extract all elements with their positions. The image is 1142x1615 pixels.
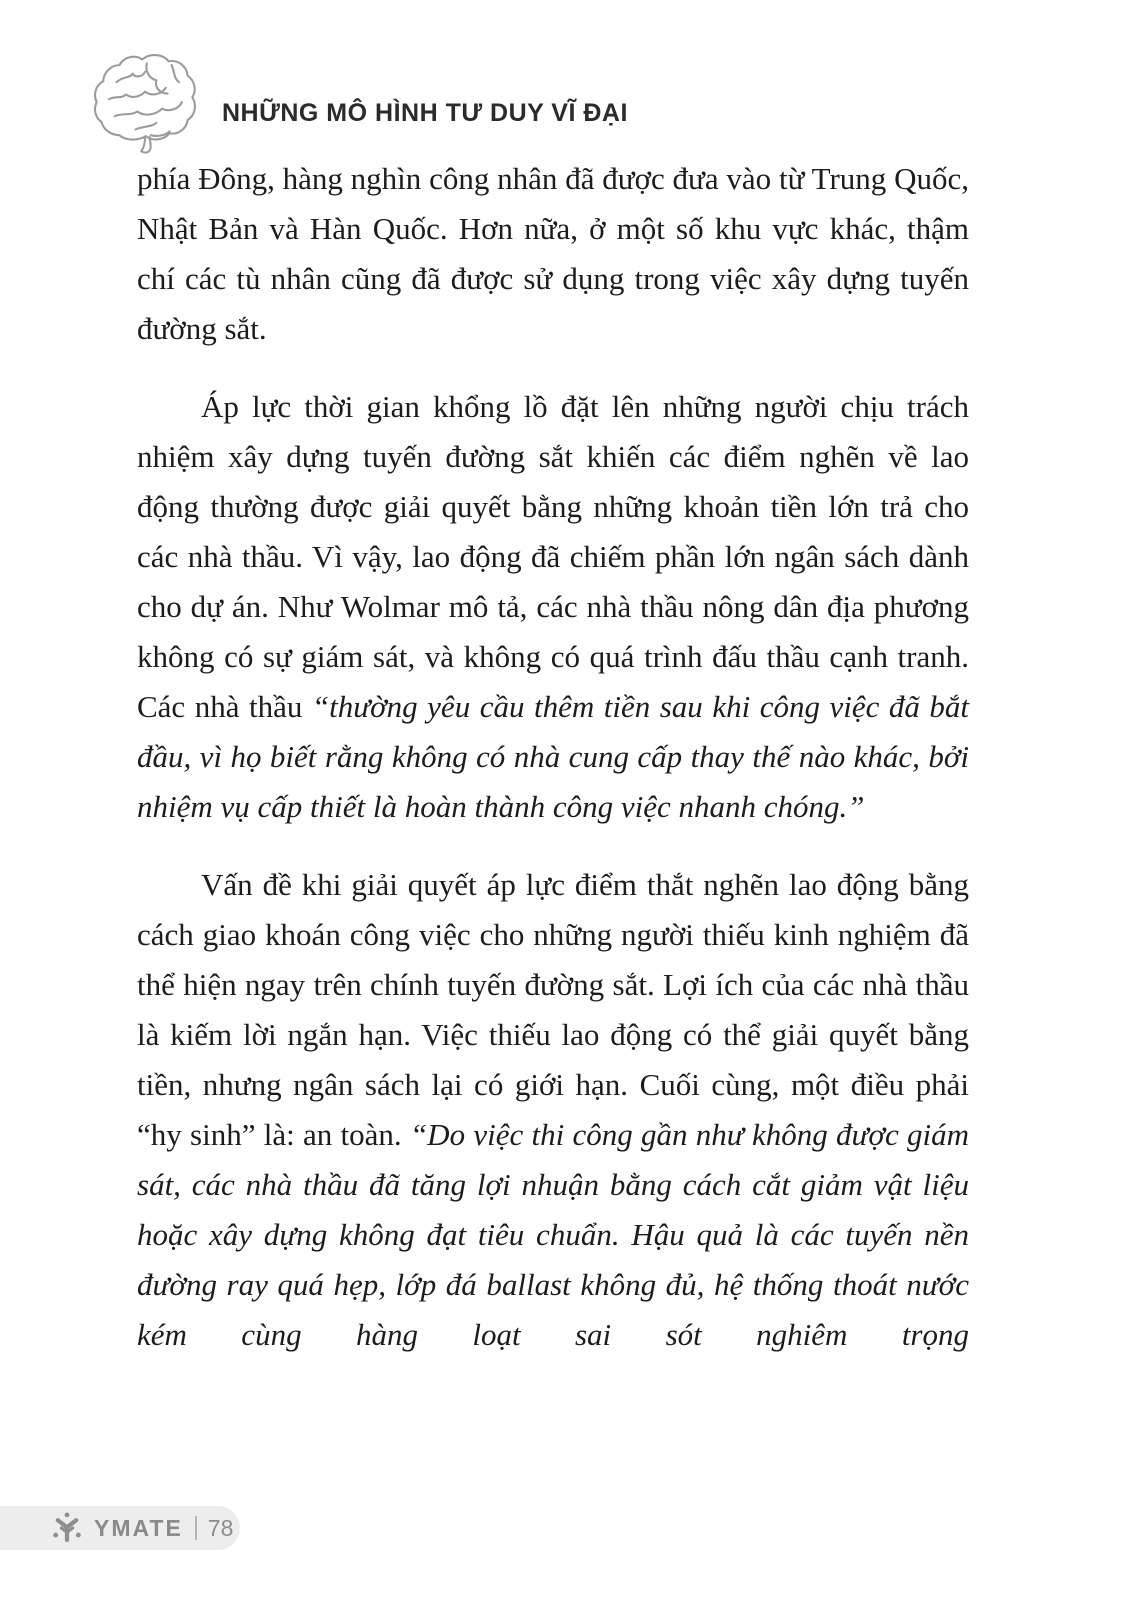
paragraph-2-quote-italic: “thường yêu cầu thêm tiền sau khi công việc đã bắt đầu, vì họ biết rằng không có nhà cung cấp thay thế nào khác, bởi nhiệm vụ cấp thiết là hoàn thành công việc nhanh chóng.”	[137, 689, 969, 824]
paragraph-2-text: Áp lực thời gian khổng lồ đặt lên những người chịu trách nhiệm xây dựng tuyến đường sắt khiến các điểm nghẽn về lao động thường được giải quyết bằng những khoản tiền lớn trả cho các nhà thầu. Vì vậy, lao động đã chiếm phần lớn ngân sách dành cho dự án. Như Wolmar mô tả, các nhà thầu nông dân địa phương không có sự giám sát, và không có quá trình đấu thầu cạnh tranh. Các nhà thầu	[137, 389, 969, 724]
ymate-logo-icon	[50, 1511, 84, 1545]
paragraph-3-text: Vấn đề khi giải quyết áp lực điểm thắt nghẽn lao động bằng cách giao khoán công việc cho những người thiếu kinh nghiệm đã thể hiện ngay trên chính tuyến đường sắt. Lợi ích của các nhà thầu là kiếm lời ngắn hạn. Việc thiếu lao động có thể giải quyết bằng tiền, nhưng ngân sách lại có giới hạn. Cuối cùng, một điều phải “hy sinh” là: an toàn.	[137, 867, 969, 1152]
running-head-title: NHỮNG MÔ HÌNH TƯ DUY VĨ ĐẠI	[222, 99, 628, 127]
paragraph-1-text: phía Đông, hàng nghìn công nhân đã được đưa vào từ Trung Quốc, Nhật Bản và Hàn Quốc. Hơn nữa, ở một số khu vực khác, thậm chí các tù nhân cũng đã được sử dụng trong việc xây dựng tuyến đường sắt.	[137, 161, 969, 346]
paragraph-2	[137, 382, 969, 832]
brand-name: YMATE	[94, 1514, 183, 1541]
footer-page-bar	[0, 1506, 240, 1550]
paragraph-3	[137, 860, 969, 1360]
page-number: 78	[207, 1514, 234, 1541]
footer-divider	[195, 1516, 197, 1540]
paragraph-3-quote-italic: “Do việc thi công gần như không được giám sát, các nhà thầu đã tăng lợi nhuận bằng cách cắt giảm vật liệu hoặc xây dựng không đạt tiêu chuẩn. Hậu quả là các tuyến nền đường ray quá hẹp, lớp đá ballast không đủ, hệ thống thoát nước kém cùng hàng loạt sai sót nghiêm trọng	[137, 1117, 970, 1352]
page-body	[137, 154, 969, 1360]
paragraph-1	[137, 154, 969, 354]
brain-icon	[88, 50, 202, 156]
